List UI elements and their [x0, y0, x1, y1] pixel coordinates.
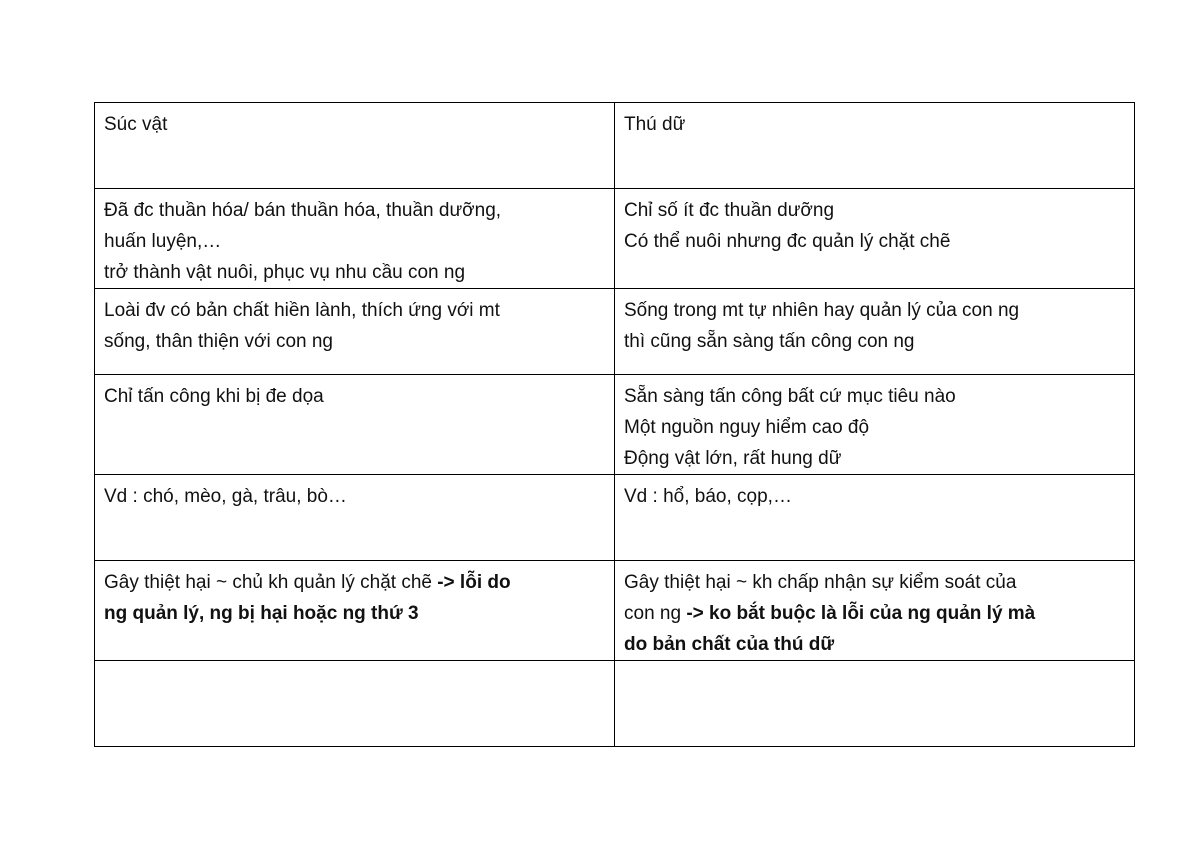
cell-text-normal: con ng	[624, 603, 687, 624]
cell-text: thì cũng sẵn sàng tấn công con ng	[624, 331, 915, 352]
cell-text: Sẵn sàng tấn công bất cứ mục tiêu nào	[624, 386, 956, 407]
cell-text: Động vật lớn, rất hung dữ	[624, 448, 842, 469]
cell-text: trở thành vật nuôi, phục vụ nhu cầu con ng	[104, 262, 466, 283]
cell-text: Loài đv có bản chất hiền lành, thích ứng với mt	[104, 300, 500, 321]
cell-text-bold: -> ko bắt buộc là lỗi của ng quản lý mà	[686, 603, 1036, 624]
table-row	[95, 189, 1135, 289]
header-cell-suc-vat	[95, 103, 615, 189]
cell-text: Chỉ số ít đc thuần dưỡng	[624, 200, 835, 221]
cell-text: sống, thân thiện với con ng	[104, 331, 334, 352]
table-row	[95, 561, 1135, 661]
table-cell	[615, 561, 1135, 661]
cell-text-normal: Gây thiệt hại ~ chủ kh quản lý chặt chẽ	[104, 572, 438, 593]
cell-text-bold: do bản chất của thú dữ	[624, 634, 835, 655]
cell-text: Gây thiệt hại ~ kh chấp nhận sự kiểm soát của	[624, 572, 1017, 593]
table-cell	[615, 289, 1135, 375]
table-cell	[615, 189, 1135, 289]
header-label: Thú dữ	[624, 114, 686, 135]
cell-text: Vd : chó, mèo, gà, trâu, bò…	[104, 486, 347, 507]
cell-text-bold: -> lỗi do	[437, 572, 511, 593]
table-cell	[95, 375, 615, 475]
table-cell-empty	[615, 661, 1135, 747]
table-cell-empty	[95, 661, 615, 747]
cell-text: Sống trong mt tự nhiên hay quản lý của con ng	[624, 300, 1020, 321]
table-row	[95, 375, 1135, 475]
table-cell	[615, 375, 1135, 475]
cell-text: Có thể nuôi nhưng đc quản lý chặt chẽ	[624, 231, 951, 252]
table-row-empty	[95, 661, 1135, 747]
comparison-table	[94, 102, 1135, 747]
cell-text-bold: ng quản lý, ng bị hại hoặc ng thứ 3	[104, 603, 419, 624]
cell-text: Một nguồn nguy hiểm cao độ	[624, 417, 870, 438]
table-cell	[95, 475, 615, 561]
table-cell	[95, 189, 615, 289]
table-cell	[95, 561, 615, 661]
table-row	[95, 289, 1135, 375]
table-header-row	[95, 103, 1135, 189]
cell-text: Vd : hổ, báo, cọp,…	[624, 486, 792, 507]
cell-text: huấn luyện,…	[104, 231, 222, 252]
table-row	[95, 475, 1135, 561]
cell-text: Chỉ tấn công khi bị đe dọa	[104, 386, 324, 407]
cell-text: Đã đc thuần hóa/ bán thuần hóa, thuần dưỡng,	[104, 200, 502, 221]
cell-text	[624, 598, 1126, 629]
header-cell-thu-du	[615, 103, 1135, 189]
header-label: Súc vật	[104, 114, 168, 135]
cell-text	[104, 567, 606, 598]
table-cell	[95, 289, 615, 375]
table-cell	[615, 475, 1135, 561]
